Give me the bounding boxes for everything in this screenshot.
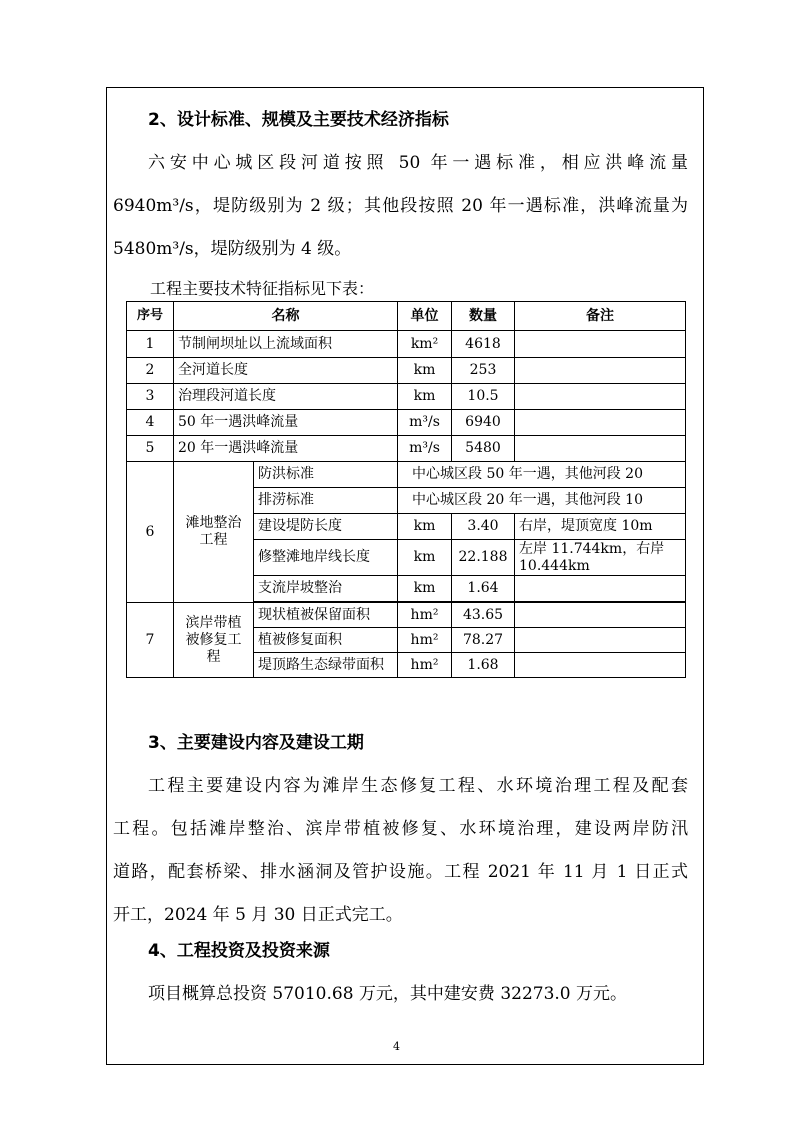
row-qty: 10.5	[452, 384, 515, 410]
flood-standard-name: 防洪标准	[254, 462, 398, 488]
row-unit: km	[398, 540, 452, 576]
row-seq: 5	[127, 436, 174, 462]
row-unit: km	[398, 358, 452, 384]
table-row	[127, 462, 686, 488]
row-unit: km	[398, 514, 452, 540]
row-qty: 6940	[452, 410, 515, 436]
page-number: 4	[393, 1040, 400, 1053]
section-4-heading: 4、工程投资及投资来源	[148, 941, 330, 961]
row-name: 修整滩地岸线长度	[254, 540, 398, 576]
group-7-seq: 7	[127, 603, 174, 678]
section-3-para-line-4: 开工，2024 年 5 月 30 日正式完工。	[113, 905, 403, 925]
row-note	[515, 653, 686, 678]
row-name: 20 年一遇洪峰流量	[174, 436, 398, 462]
row-unit: hm²	[398, 653, 452, 678]
section-2-para-line-3: 5480m³/s，堤防级别为 4 级。	[113, 239, 352, 259]
table-row	[127, 436, 686, 462]
row-note	[515, 410, 686, 436]
section-3-para-line-2: 工程。包括滩岸整治、滨岸带植被修复、水环境治理，建设两岸防汛	[113, 819, 688, 839]
section-2-heading: 2、设计标准、规模及主要技术经济指标	[148, 110, 449, 130]
row-qty: 22.188	[452, 540, 515, 576]
row-qty: 5480	[452, 436, 515, 462]
group-7-label: 滨岸带植被修复工程	[174, 603, 254, 678]
section-3-heading: 3、主要建设内容及建设工期	[148, 733, 364, 753]
row-qty: 3.40	[452, 514, 515, 540]
section-4-para: 项目概算总投资 57010.68 万元，其中建安费 32273.0 万元。	[148, 984, 628, 1004]
header-qty: 数量	[452, 302, 515, 331]
header-note: 备注	[515, 302, 686, 331]
row-seq: 1	[127, 331, 174, 358]
table-row	[127, 331, 686, 358]
row-qty: 1.68	[452, 653, 515, 678]
section-2-para-line-1: 六安中心城区段河道按照 50 年一遇标准，相应洪峰流量	[148, 153, 688, 173]
table-row	[127, 603, 686, 628]
row-unit: m³/s	[398, 410, 452, 436]
row-seq: 2	[127, 358, 174, 384]
row-seq: 3	[127, 384, 174, 410]
row-name: 全河道长度	[174, 358, 398, 384]
row-name: 建设堤防长度	[254, 514, 398, 540]
row-name: 现状植被保留面积	[254, 603, 398, 628]
row-qty: 43.65	[452, 603, 515, 628]
tech-spec-table	[126, 301, 686, 678]
drainage-standard-name: 排涝标准	[254, 488, 398, 514]
row-unit: km	[398, 576, 452, 602]
row-note	[515, 603, 686, 628]
row-note: 右岸，堤顶宽度 10m	[515, 514, 686, 540]
header-seq: 序号	[127, 302, 174, 331]
group-6-seq: 6	[127, 462, 174, 603]
table-row	[127, 358, 686, 384]
flood-standard-value: 中心城区段 50 年一遇，其他河段 20	[398, 462, 686, 488]
row-qty: 1.64	[452, 576, 515, 602]
header-name: 名称	[174, 302, 398, 331]
section-3-para-line-3: 道路，配套桥梁、排水涵洞及管护设施。工程 2021 年 11 月 1 日正式	[113, 862, 688, 882]
header-unit: 单位	[398, 302, 452, 331]
row-qty: 4618	[452, 331, 515, 358]
row-seq: 4	[127, 410, 174, 436]
row-name: 50 年一遇洪峰流量	[174, 410, 398, 436]
row-note	[515, 436, 686, 462]
row-note	[515, 331, 686, 358]
row-name: 治理段河道长度	[174, 384, 398, 410]
drainage-standard-value: 中心城区段 20 年一遇，其他河段 10	[398, 488, 686, 514]
row-note: 左岸 11.744km，右岸 10.444km	[515, 540, 686, 576]
table-caption: 工程主要技术特征指标见下表：	[150, 279, 375, 298]
row-unit: km²	[398, 331, 452, 358]
row-unit: hm²	[398, 628, 452, 653]
row-name: 堤顶路生态绿带面积	[254, 653, 398, 678]
row-qty: 78.27	[452, 628, 515, 653]
row-unit: hm²	[398, 603, 452, 628]
section-3-para-line-1: 工程主要建设内容为滩岸生态修复工程、水环境治理工程及配套	[148, 776, 688, 796]
group-6-label: 滩地整治工程	[174, 462, 254, 603]
section-2-para-line-2: 6940m³/s，堤防级别为 2 级；其他段按照 20 年一遇标准，洪峰流量为	[113, 196, 688, 216]
row-name: 植被修复面积	[254, 628, 398, 653]
row-note	[515, 576, 686, 602]
row-unit: km	[398, 384, 452, 410]
row-note	[515, 384, 686, 410]
row-note	[515, 628, 686, 653]
row-name: 支流岸坡整治	[254, 576, 398, 602]
row-note	[515, 358, 686, 384]
row-name: 节制闸坝址以上流域面积	[174, 331, 398, 358]
row-qty: 253	[452, 358, 515, 384]
row-unit: m³/s	[398, 436, 452, 462]
table-row	[127, 410, 686, 436]
table-row	[127, 384, 686, 410]
